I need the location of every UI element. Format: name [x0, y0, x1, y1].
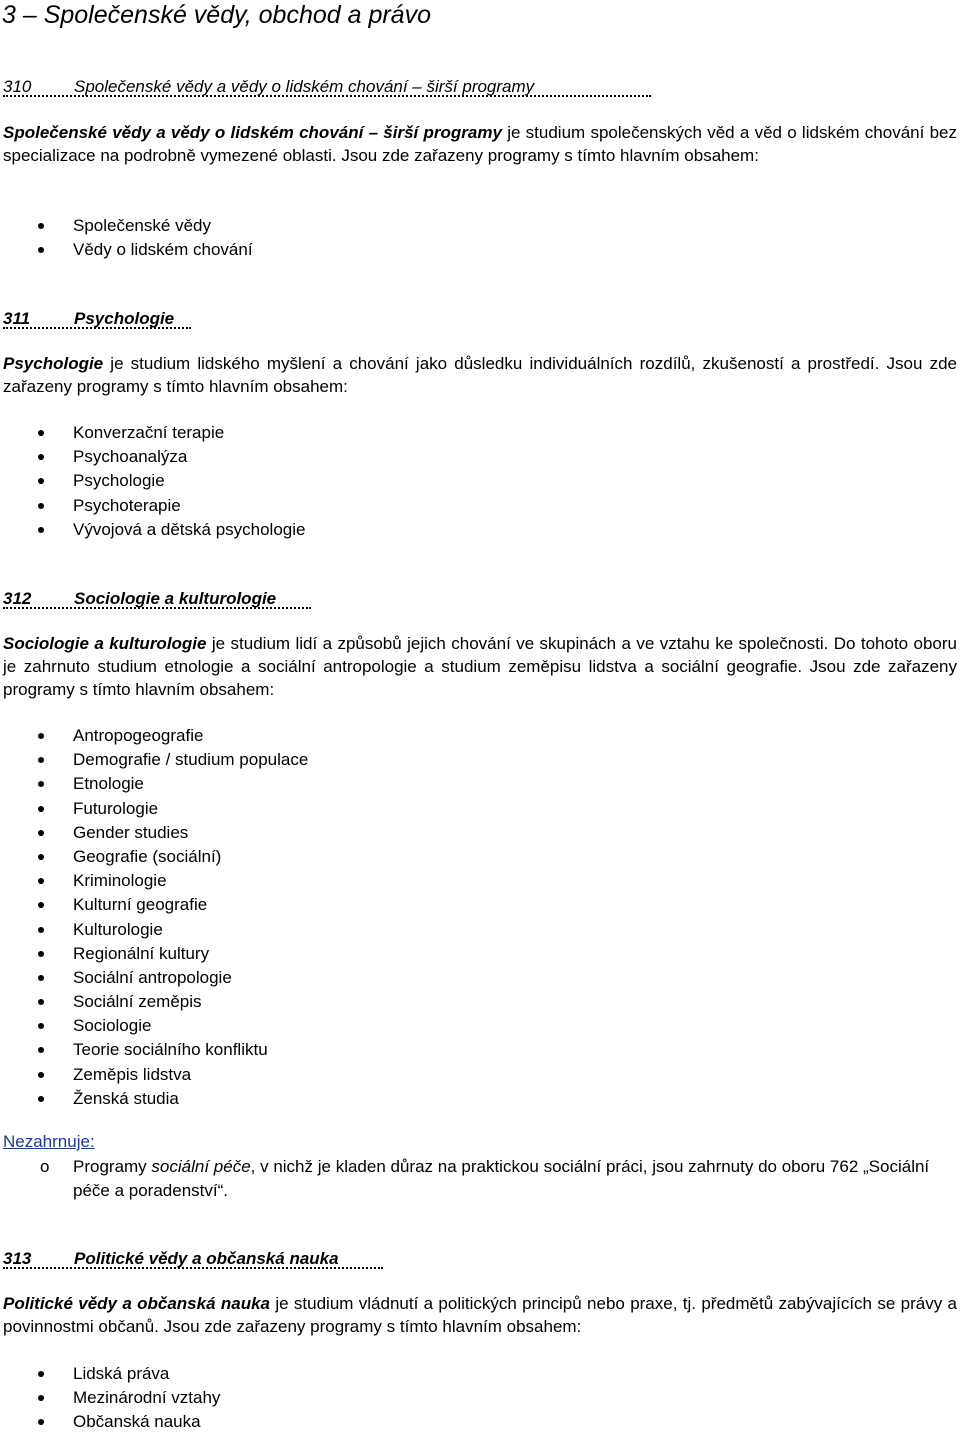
list-item	[0, 797, 308, 821]
list-item	[0, 772, 308, 796]
list-item-label: Teorie sociálního konfliktu	[73, 1040, 268, 1060]
list-item	[0, 724, 308, 748]
bullet-icon	[38, 247, 44, 253]
list-item	[0, 1014, 308, 1038]
bullet-icon	[38, 830, 44, 836]
list-item-label: Kulturní geografie	[73, 895, 208, 915]
exclusion-term: sociální péče	[151, 1157, 251, 1176]
list-item	[0, 893, 308, 917]
bullet-icon	[38, 1023, 44, 1029]
list-item	[0, 990, 308, 1014]
list-item	[0, 1087, 308, 1111]
list-item	[0, 421, 305, 445]
list-item-label: Mezinárodní vztahy	[73, 1388, 221, 1408]
list-item	[0, 445, 305, 469]
section-311-term: Psychologie	[3, 354, 104, 373]
list-item-label: Občanská nauka	[73, 1412, 201, 1432]
section-310-title: Společenské vědy a vědy o lidském chování – širší programy	[74, 77, 535, 96]
section-311-text: je studium lidského myšlení a chování jako důsledku individuálních rozdílů, zkušeností a prostředí. Jsou zde zařazeny programy s tímto hlavním obsahem:	[3, 354, 957, 396]
section-310-paragraph	[3, 121, 957, 167]
bullet-icon	[38, 1419, 44, 1425]
section-311-list	[0, 421, 305, 542]
list-item-label: Psychoterapie	[73, 495, 181, 515]
bullet-icon	[38, 1395, 44, 1401]
section-310-number: 310	[3, 77, 32, 96]
list-item	[0, 918, 308, 942]
list-item-label: Zeměpis lidstva	[73, 1064, 192, 1084]
bullet-icon	[38, 951, 44, 957]
section-313-title: Politické vědy a občanská nauka	[74, 1249, 339, 1268]
list-item	[0, 469, 305, 493]
list-item-label: Vědy o lidském chování	[73, 240, 253, 260]
bullet-icon	[38, 975, 44, 981]
section-310-term: Společenské vědy a vědy o lidském chování – širší programy	[3, 123, 502, 142]
list-item-label: Konverzační terapie	[73, 423, 225, 442]
list-item-label: Regionální kultury	[73, 943, 210, 963]
list-item-label: Demografie / studium populace	[73, 750, 309, 770]
section-313-text: je studium vládnutí a politických principů nebo praxe, tj. předmětů zabývajících se právy a povinnostmi občanů. Jsou zde zařazeny programy s tímto hlavním obsahem:	[3, 1294, 957, 1336]
bullet-icon	[38, 733, 44, 739]
list-item	[0, 748, 308, 772]
bullet-icon	[38, 902, 44, 908]
list-item-label: Etnologie	[73, 774, 144, 794]
bullet-icon	[38, 854, 44, 860]
exclusion-text-b: , v nichž je kladen důraz na praktickou sociální práci, jsou zahrnuty do oboru 762 „Sociální péče a poradenství“.	[73, 1157, 930, 1200]
list-item	[0, 966, 308, 990]
list-item	[0, 1410, 220, 1434]
bullet-icon	[38, 454, 44, 460]
list-item	[0, 238, 253, 262]
list-item	[0, 1063, 308, 1087]
section-310-text: je studium společenských věd a věd o lidském chování bez specializace na podrobně vymezené oblasti. Jsou zde zařazeny programy s tímto hlavním obsahem:	[3, 123, 958, 165]
bullet-icon	[38, 757, 44, 763]
bullet-icon	[38, 999, 44, 1005]
section-313-paragraph	[3, 1292, 957, 1338]
bullet-icon	[38, 1371, 44, 1377]
bullet-icon	[38, 527, 44, 533]
list-item-label: Kulturologie	[73, 919, 163, 939]
bullet-icon	[38, 1096, 44, 1102]
list-item-label: Vývojová a dětská psychologie	[73, 519, 306, 539]
list-item-label: Futurologie	[73, 798, 159, 818]
list-item-label: Lidská práva	[73, 1364, 170, 1383]
list-item	[0, 214, 253, 238]
bullet-icon	[38, 223, 44, 229]
bullet-icon	[38, 878, 44, 884]
list-item	[0, 1362, 220, 1386]
bullet-icon	[38, 927, 44, 933]
section-311-number: 311	[3, 309, 31, 328]
list-item-label: Geografie (sociální)	[73, 846, 222, 866]
section-311-paragraph	[3, 352, 957, 398]
bullet-icon	[38, 1047, 44, 1053]
bullet-icon	[38, 806, 44, 812]
list-item	[0, 845, 308, 869]
section-313-number: 313	[3, 1249, 32, 1268]
list-item	[0, 1386, 220, 1410]
list-item-label: Ženská studia	[73, 1088, 179, 1108]
list-item	[0, 518, 305, 542]
bullet-icon	[38, 1072, 44, 1078]
list-item	[0, 821, 308, 845]
section-312-list	[0, 724, 308, 1111]
list-item	[0, 869, 308, 893]
section-310-list	[0, 214, 253, 262]
heading-underline	[3, 1267, 383, 1269]
section-313-term: Politické vědy a občanská nauka	[3, 1294, 271, 1313]
section-312-paragraph	[3, 632, 957, 701]
heading-underline	[3, 95, 651, 97]
chapter-title: 3 – Společenské vědy, obchod a právo	[2, 1, 431, 29]
list-item-label: Kriminologie	[73, 871, 167, 891]
exclusion-text-a: Programy	[73, 1157, 152, 1176]
list-item	[0, 942, 308, 966]
section-311-title: Psychologie	[74, 309, 175, 328]
bullet-icon	[38, 430, 44, 436]
list-item-label: Sociální zeměpis	[73, 992, 202, 1012]
list-item-label: Sociální antropologie	[73, 967, 232, 987]
bullet-icon	[38, 781, 44, 787]
list-item-label: Společenské vědy	[73, 216, 211, 235]
nezahrnuje-label: Nezahrnuje:	[3, 1132, 95, 1151]
list-item-label: Sociologie	[73, 1016, 152, 1036]
list-item-label: Psychologie	[73, 471, 165, 491]
bullet-icon	[38, 478, 44, 484]
list-item	[0, 1038, 308, 1062]
list-item	[0, 494, 305, 518]
heading-underline	[3, 327, 191, 329]
bullet-icon	[38, 503, 44, 509]
section-312-number: 312	[3, 589, 32, 608]
list-item-label: Gender studies	[73, 822, 189, 842]
section-312-title: Sociologie a kulturologie	[74, 589, 277, 608]
list-item-label: Antropogeografie	[73, 726, 204, 745]
circle-bullet-icon: o	[40, 1157, 50, 1176]
section-313-list	[0, 1362, 220, 1435]
heading-underline	[3, 607, 311, 609]
section-312-text: je studium lidí a způsobů jejich chování ve skupinách a ve vztahu ke společnosti. Do tohoto oboru je zahrnuto studium etnologie a sociální antropologie a studium zeměpisu lidstva a sociální geografie. Jsou zde zařazeny programy s tímto hlavním obsahem:	[3, 634, 957, 699]
list-item-label: Psychoanalýza	[73, 447, 188, 467]
section-312-term: Sociologie a kulturologie	[3, 634, 207, 653]
exclusion-text	[73, 1155, 957, 1203]
